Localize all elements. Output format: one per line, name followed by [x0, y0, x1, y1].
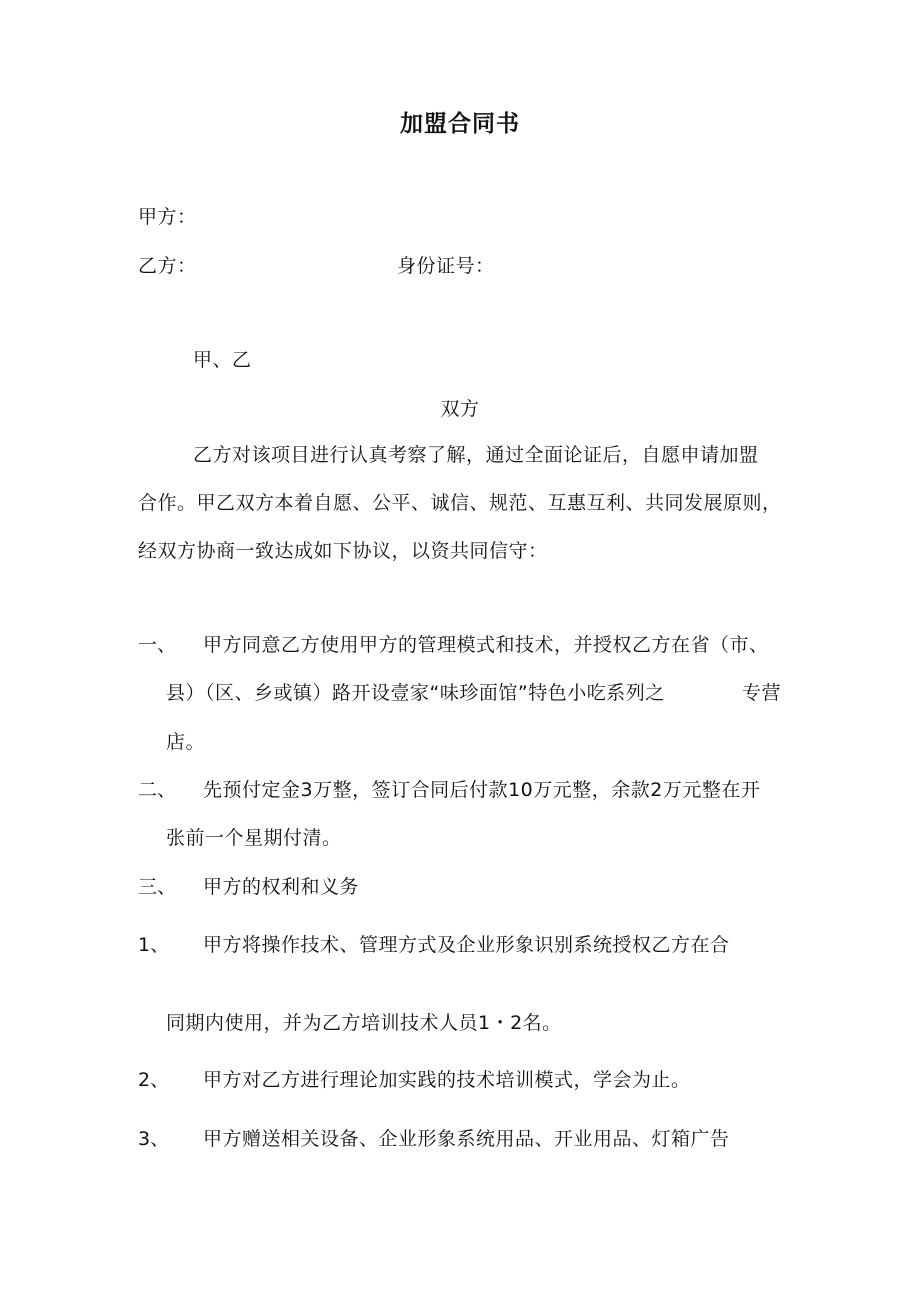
- clause-1-line-2: 县）（区、乡或镇）路开设壹家“味珍面馆”特色小吃系列之: [166, 682, 665, 704]
- clause-3-line-1: 甲方的权利和义务: [203, 876, 360, 898]
- intro-line-2: 合作。甲乙双方本着自愿、公平、诚信、规范、互惠互利、共同发展原则，: [138, 492, 782, 514]
- party-a-label: 甲方：: [138, 206, 197, 228]
- item-3-line-1: 甲方赠送相关设备、企业形象系统用品、开业用品、灯箱广告: [203, 1128, 730, 1150]
- item-2-number: 2、: [138, 1069, 170, 1091]
- intro-line-1: 乙方对该项目进行认真考察了解，通过全面论证后，自愿申请加盟: [193, 444, 759, 466]
- intro-line-3: 经双方协商一致达成如下协议，以资共同信守：: [138, 540, 548, 562]
- both-parties-line2: 双方: [440, 398, 480, 420]
- item-3-number: 3、: [138, 1128, 170, 1150]
- item-2-line-1: 甲方对乙方进行理论加实践的技术培训模式，学会为止。: [203, 1069, 691, 1091]
- clause-3-number: 三、: [138, 876, 177, 898]
- clause-1-line-3: 店。: [166, 731, 206, 753]
- clause-2-line-2: 张前一个星期付清。: [166, 827, 342, 849]
- item-1-line-1: 甲方将操作技术、管理方式及企业形象识别系统授权乙方在合: [203, 934, 730, 956]
- clause-1-line-2-tail: 专营: [742, 682, 782, 704]
- party-b-label: 乙方：: [138, 255, 197, 277]
- clause-2-line-1: 先预付定金3万整，签订合同后付款10万元整，余款2万元整在开: [203, 779, 761, 801]
- item-1-line-2: 同期内使用，并为乙方培训技术人员1・2名。: [166, 1012, 562, 1034]
- clause-2-number: 二、: [138, 779, 177, 801]
- document-title: 加盟合同书: [400, 111, 520, 137]
- clause-1-line-1: 甲方同意乙方使用甲方的管理模式和技术，并授权乙方在省（市、: [203, 634, 769, 656]
- clause-1-number: 一、: [138, 634, 177, 656]
- both-parties-line1: 甲、乙: [193, 349, 252, 371]
- id-number-label: 身份证号：: [397, 255, 495, 277]
- item-1-number: 1、: [138, 934, 170, 956]
